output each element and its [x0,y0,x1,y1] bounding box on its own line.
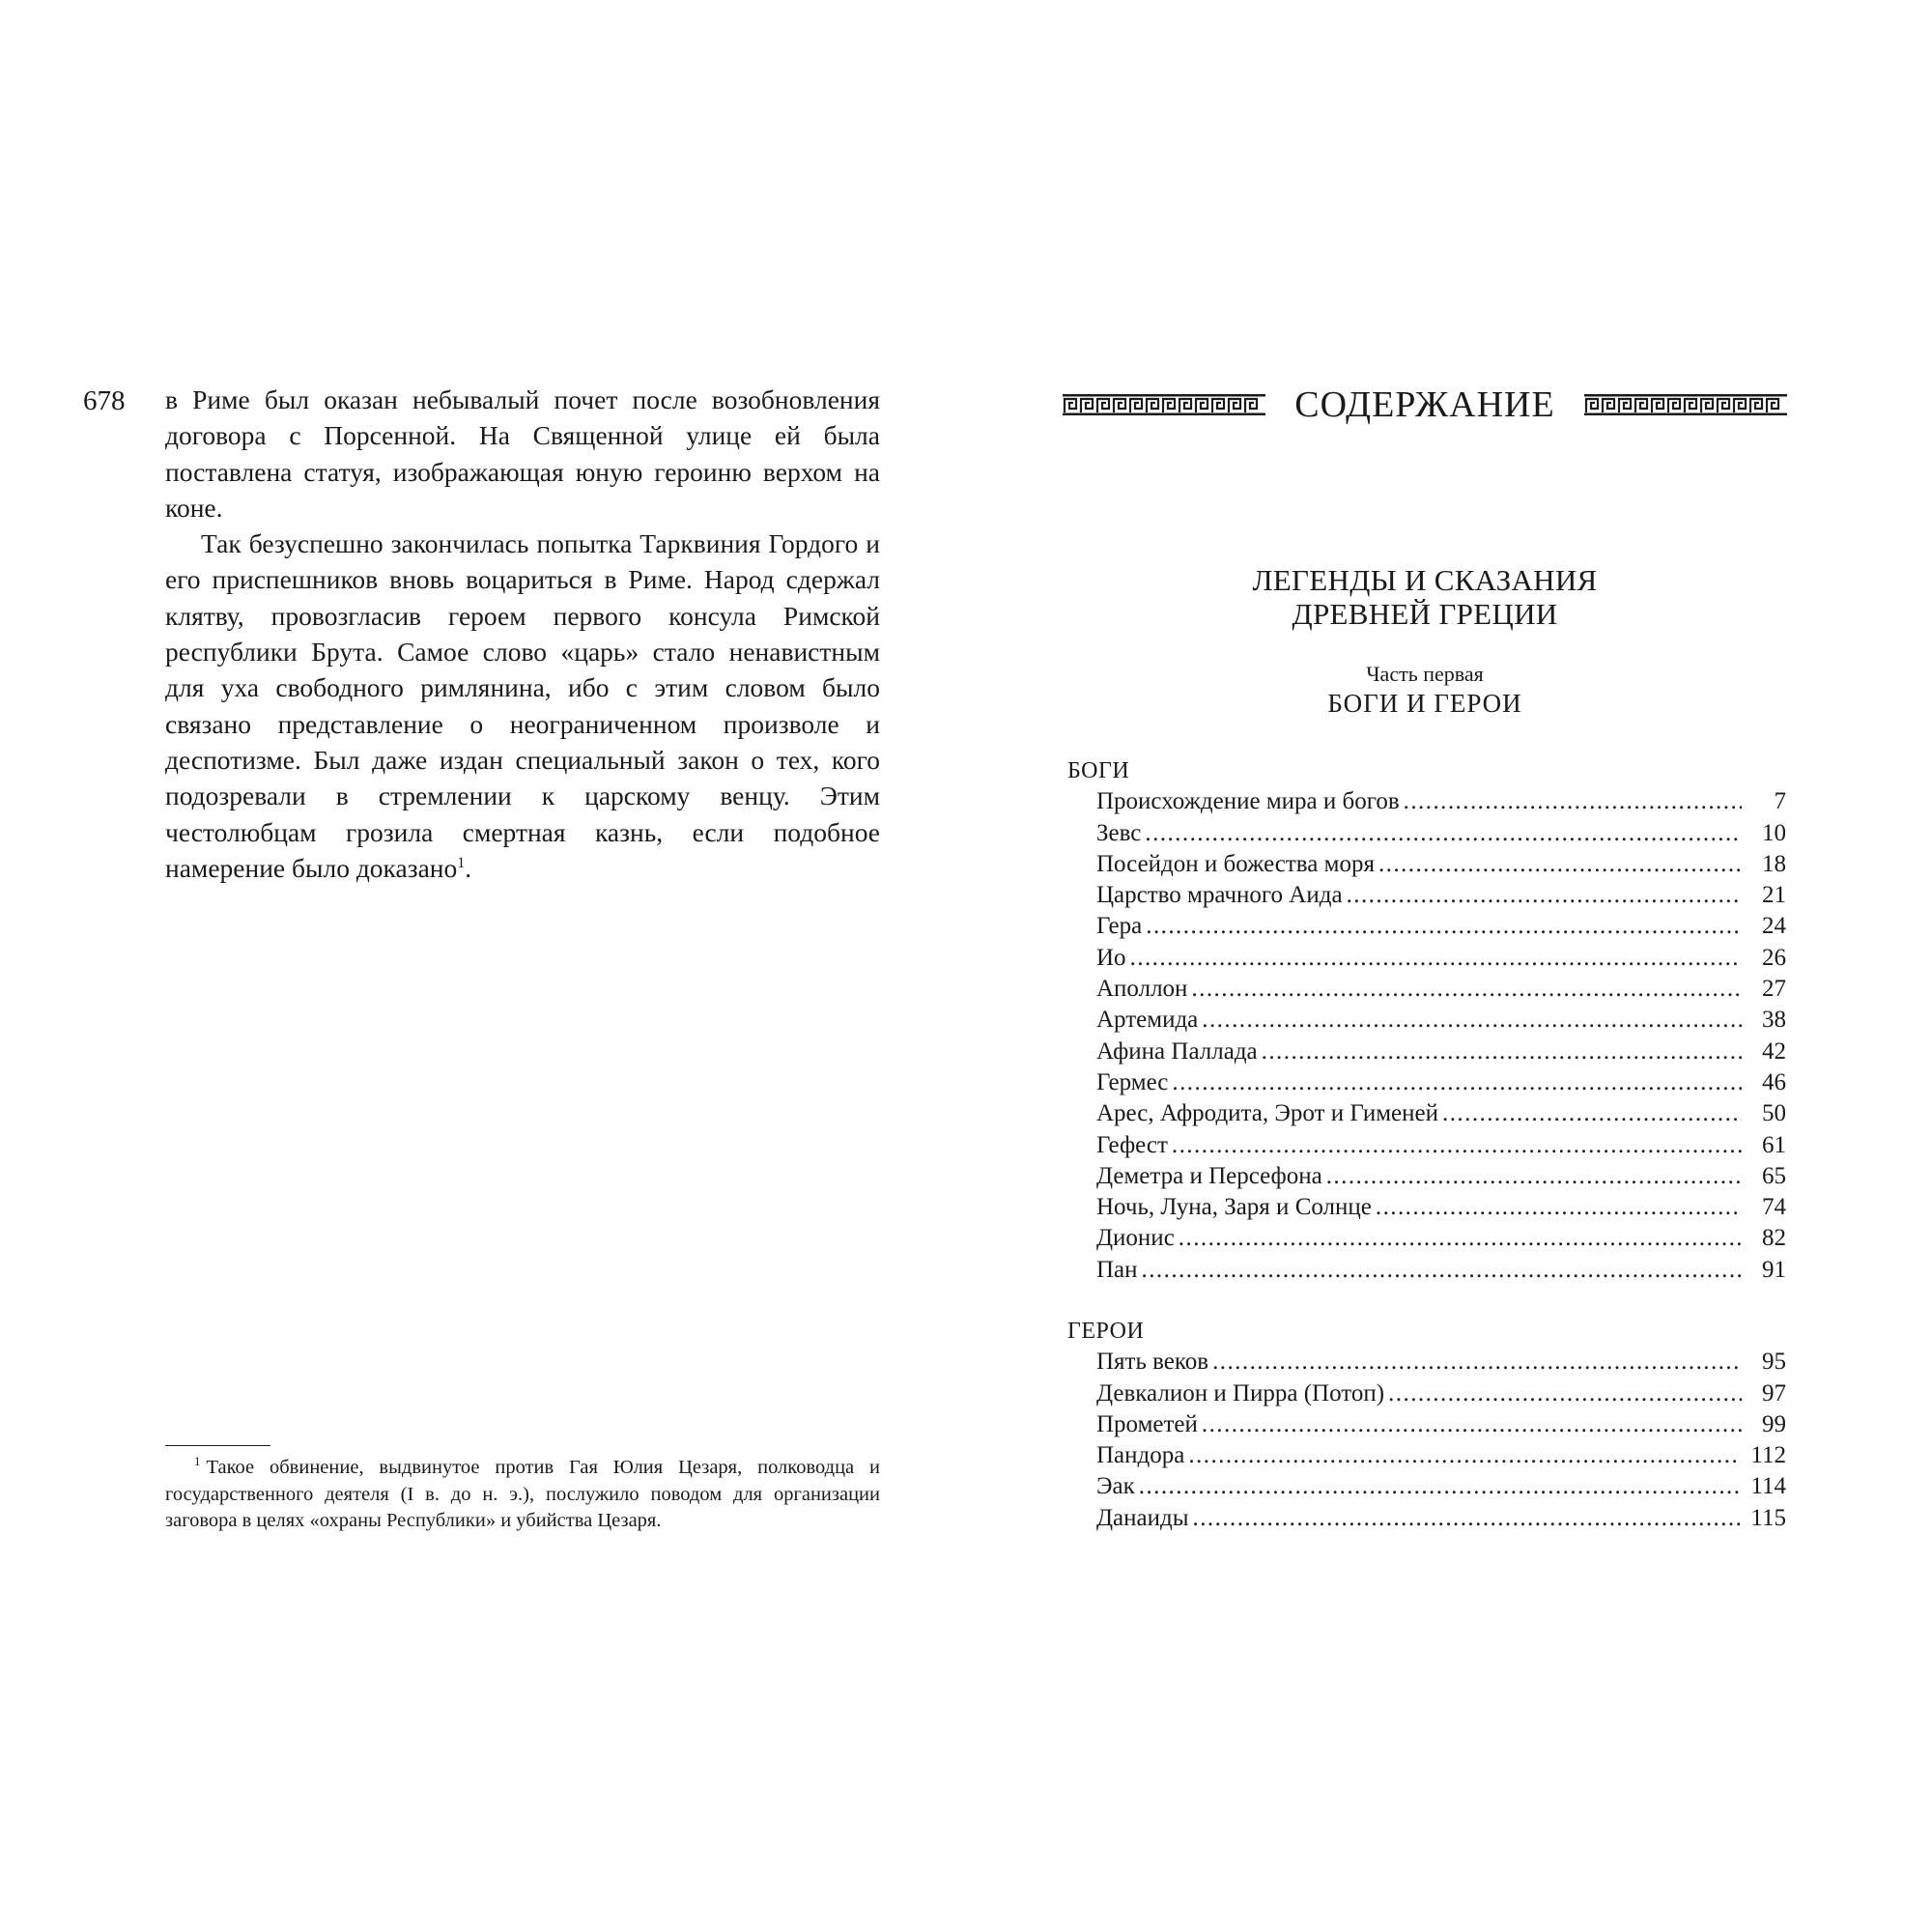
toc-entry[interactable] [1096,943,1786,974]
contents-title: СОДЕРЖАНИЕ [1294,384,1555,425]
toc-entry-label: Гера [1096,913,1143,940]
book-title-line: ДРЕВНЕЙ ГРЕЦИИ [1292,597,1558,631]
toc-entry[interactable] [1096,1130,1786,1161]
toc-entry-page: 114 [1750,1473,1786,1500]
toc-entry-label: Деметра и Персефона [1096,1162,1322,1189]
toc-entry[interactable] [1096,1378,1786,1409]
book-title [1063,563,1787,631]
toc-entry-page: 82 [1762,1225,1786,1252]
toc-entry[interactable] [1096,1255,1786,1286]
toc-entry-page: 42 [1762,1037,1786,1065]
toc-entry-label: Арес, Афродита, Эрот и Гименей [1096,1100,1439,1127]
footnote-reference: 1 [457,854,466,871]
toc-entry[interactable] [1096,818,1786,849]
toc-entry-label: Дионис [1096,1225,1175,1252]
toc-entry-label: Гермес [1096,1068,1169,1095]
toc-entry-label: Царство мрачного Аида [1096,882,1343,909]
toc-entry-page: 50 [1762,1100,1786,1127]
dot-leader [1145,818,1742,849]
toc-entry[interactable] [1096,1440,1786,1471]
toc-list [1067,786,1786,1286]
contents-heading [1063,379,1787,431]
dot-leader [1130,943,1742,974]
toc-entry-label: Афина Паллада [1096,1037,1258,1065]
toc-entry-label: Ночь, Луна, Заря и Солнце [1096,1194,1372,1221]
body-text [165,382,880,886]
dot-leader [1376,1192,1742,1223]
page-number: 678 [83,385,126,416]
dot-leader [1172,1130,1742,1161]
toc-entry-page: 95 [1762,1349,1786,1376]
footnote-marker: 1 [194,1454,201,1469]
toc-entry[interactable] [1096,1347,1786,1378]
toc-section-heroes [1067,1316,1786,1534]
toc-entry[interactable] [1096,1409,1786,1440]
toc-entry[interactable] [1096,849,1786,880]
toc-entry[interactable] [1096,786,1786,817]
dot-leader [1188,1440,1741,1471]
toc-entry-page: 74 [1762,1194,1786,1221]
body-paragraph: Так безуспешно закончилась попытка Тарквиния Гордого и его приспешников вновь воцариться в Риме. Народ сдержал клятву, провозгласив героем первого консула Римской республики Брута. Самое слово «царь» стало ненавистным для уха свободного римлянина, ибо с этим словом было связано представление о неограниченном произволе и деспотизме. Был даже издан специальный закон о тех, кого подозревали в стремлении к царскому венцу. Этим честолюбцам грозила смертная казнь, если подобное намерение было доказано [165,528,880,883]
dot-leader [1262,1037,1742,1067]
toc-entry-label: Посейдон и божества моря [1096,850,1375,877]
toc-entry-page: 65 [1762,1162,1786,1189]
dot-leader [1442,1098,1742,1129]
toc-entry[interactable] [1096,1037,1786,1067]
toc-entry[interactable] [1096,911,1786,942]
toc-entry[interactable] [1096,1098,1786,1129]
dot-leader [1347,880,1742,911]
toc-entry[interactable] [1096,1192,1786,1223]
toc-section-title: БОГИ [1067,758,1130,783]
toc-entry-page: 7 [1774,788,1786,815]
dot-leader [1326,1161,1742,1192]
greek-key-meander-icon [1063,394,1265,415]
toc-entry[interactable] [1096,880,1786,911]
part-title: БОГИ И ГЕРОИ [1327,689,1522,718]
toc-entry-page: 61 [1762,1131,1786,1158]
toc-entry[interactable] [1096,1471,1786,1502]
toc-entry-label: Данаиды [1096,1504,1189,1531]
toc-entry[interactable] [1096,1067,1786,1098]
toc-entry-page: 10 [1762,819,1786,846]
toc-entry-label: Пан [1096,1256,1138,1283]
toc-entry-label: Пандора [1096,1442,1185,1469]
toc-entry-label: Артемида [1096,1007,1199,1034]
dot-leader [1193,1503,1742,1534]
toc-entry-page: 38 [1762,1007,1786,1034]
body-paragraph-with-footnote: Так безуспешно закончилась попытка Тарквиния Гордого и его приспешников вновь воцариться в Риме. Народ сдержал клятву, провозгласив героем первого консула Римской республики Брута. Самое слово «царь» стало ненавистным для уха свободного римлянина, ибо с этим словом было связано представление о неограниченном произволе и деспотизме. Был даже издан специальный закон о тех, кого подозревали в стремлении к царскому венцу. Этим честолюбцам грозила смертная казнь, если подобное намерение было доказано$^1$. [165,528,880,883]
toc-entry-label: Эак [1096,1473,1135,1500]
footnote-text: Такое обвинение, выдвинутое против Гая Юлия Цезаря, полководца и государственного деятеля (I в. до н. э.), послужило поводом для организации заговора в целях «охраны Республики» и убийства Цезаря. [165,1457,880,1531]
dot-leader [1139,1471,1742,1502]
toc-entry-page: 21 [1762,882,1786,909]
toc-entry-page: 115 [1750,1504,1786,1531]
toc-entry[interactable] [1096,974,1786,1005]
toc-entry-label: Девкалион и Пирра (Потоп) [1096,1379,1385,1406]
toc-entry[interactable] [1096,1161,1786,1192]
toc-entry[interactable] [1096,1223,1786,1254]
body-paragraph: в Риме был оказан небывалый почет после возобновления договора с Порсенной. На Священной улице ей была поставлена статуя, изображающая юную героиню верхом на коне. [165,384,880,523]
toc-entry[interactable] [1096,1503,1786,1534]
greek-key-meander-icon [1584,394,1787,415]
dot-leader [1212,1347,1742,1378]
footnote [165,1455,880,1535]
part-label: Часть первая [1366,662,1484,686]
toc-entry-page: 26 [1762,944,1786,971]
toc-section-gods [1067,755,1786,1286]
dot-leader [1179,1223,1742,1254]
dot-leader [1202,1005,1742,1036]
toc-entry-page: 46 [1762,1068,1786,1095]
dot-leader [1404,786,1742,817]
toc-entry-page: 27 [1762,976,1786,1003]
toc-entry-page: 97 [1762,1379,1786,1406]
dot-leader [1378,849,1742,880]
toc-entry-page: 18 [1762,850,1786,877]
toc-entry-label: Пять веков [1096,1349,1209,1376]
dot-leader [1172,1067,1742,1098]
dot-leader [1388,1378,1742,1409]
toc-entry[interactable] [1096,1005,1786,1036]
toc-section-title: ГЕРОИ [1067,1319,1145,1344]
toc-entry-page: 99 [1762,1410,1786,1437]
dot-leader [1142,1255,1742,1286]
toc-entry-label: Гефест [1096,1131,1168,1158]
book-title-line: ЛЕГЕНДЫ И СКАЗАНИЯ [1252,563,1598,597]
dot-leader [1191,974,1742,1005]
toc-entry-page: 24 [1762,913,1786,940]
toc-entry-label: Аполлон [1096,976,1188,1003]
toc-entry-label: Ио [1096,944,1126,971]
toc-entry-label: Зевс [1096,819,1142,846]
footnote-separator [165,1445,270,1446]
dot-leader [1146,911,1742,942]
toc-entry-label: Прометей [1096,1410,1198,1437]
toc-list [1067,1347,1786,1534]
toc-entry-page: 91 [1762,1256,1786,1283]
dot-leader [1202,1409,1742,1440]
toc-entry-page: 112 [1750,1442,1786,1469]
toc-entry-label: Происхождение мира и богов [1096,788,1400,815]
